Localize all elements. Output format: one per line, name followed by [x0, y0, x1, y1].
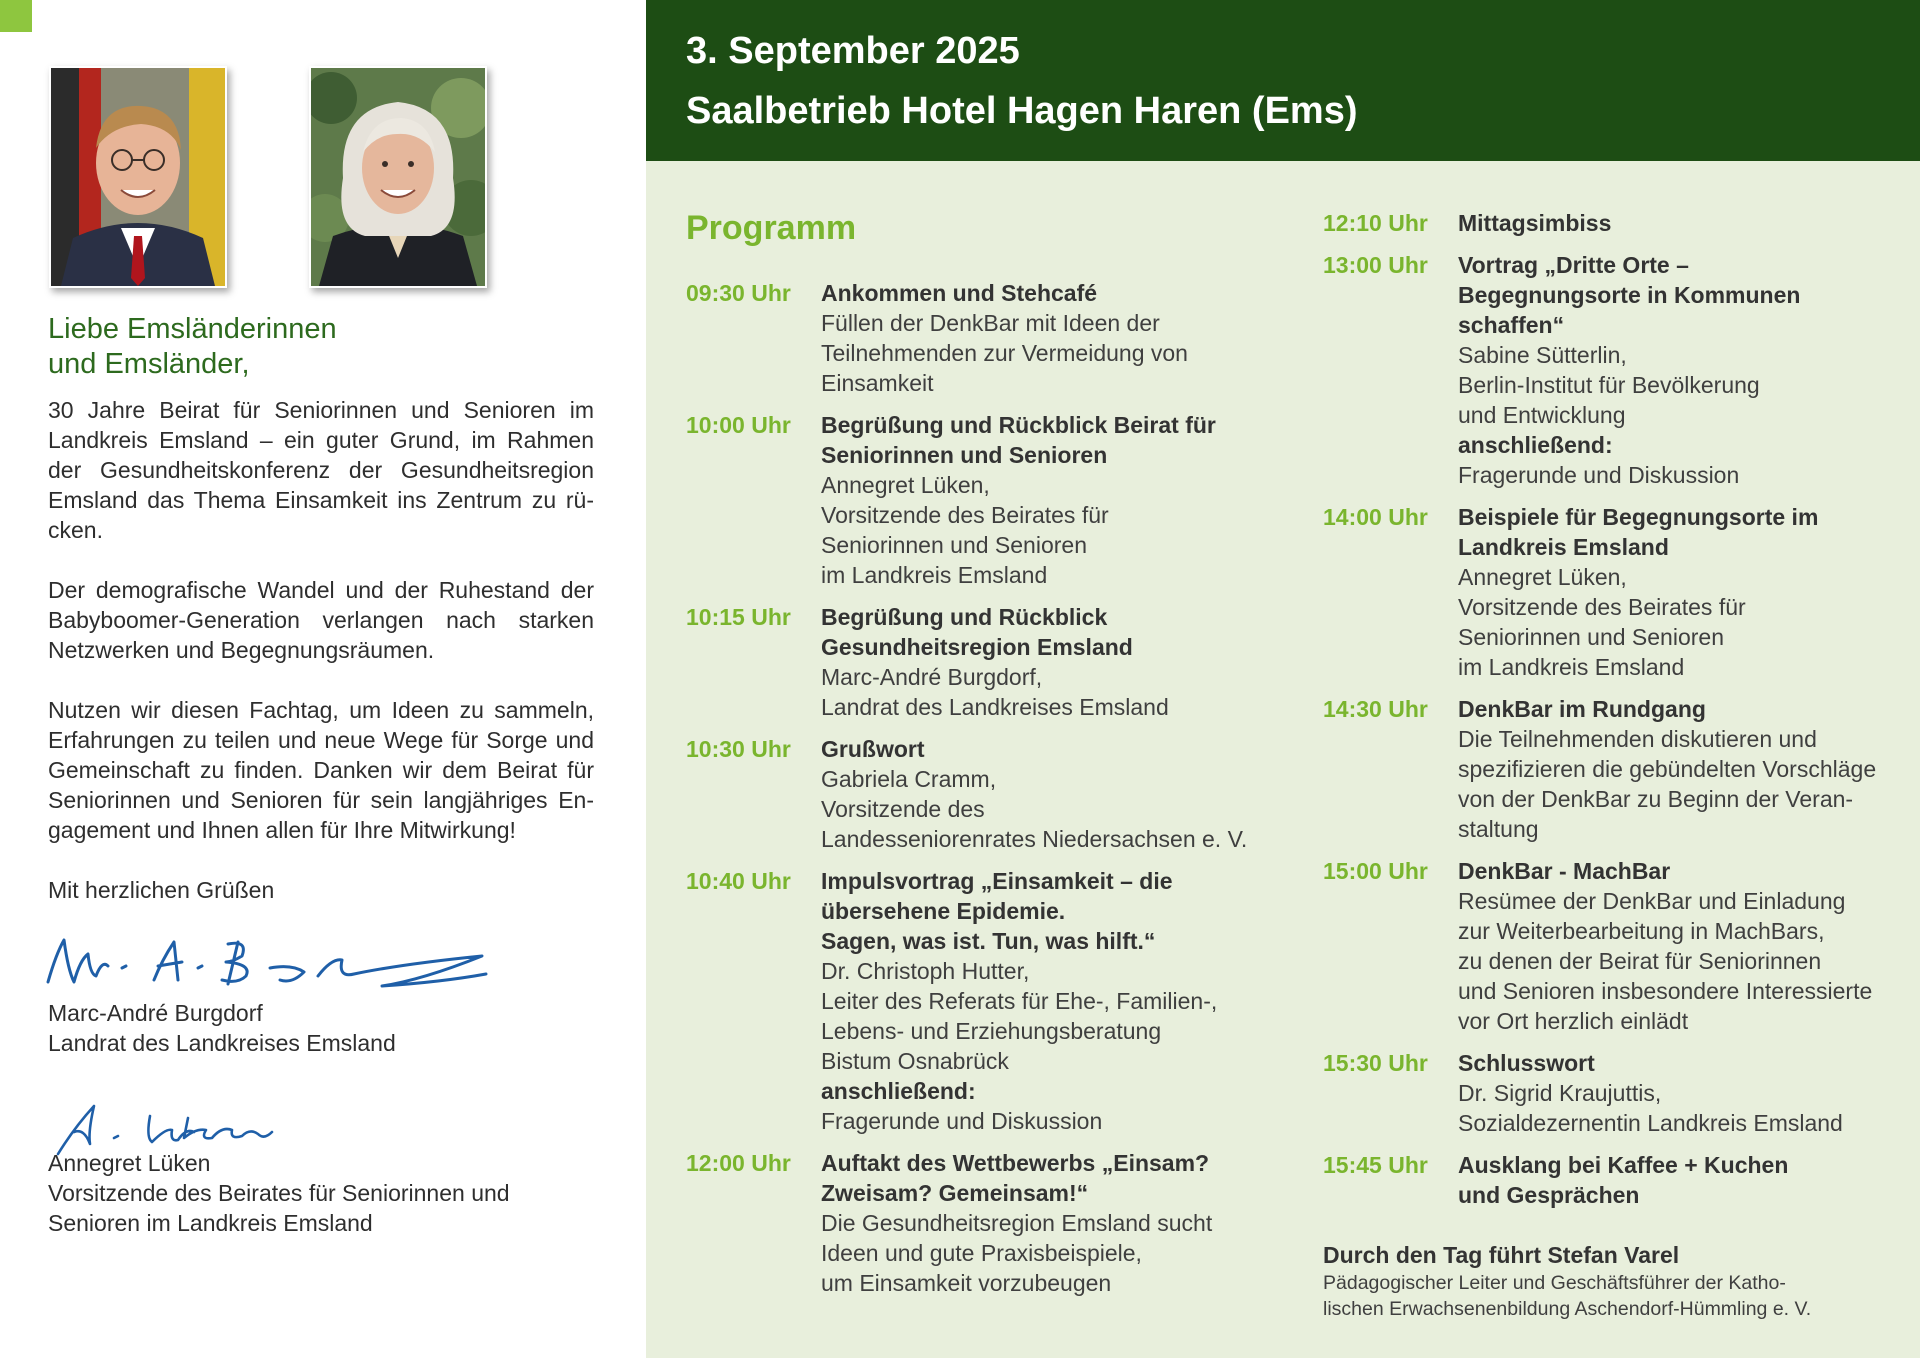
program-time: 14:00 Uhr	[1323, 504, 1428, 530]
moderator-title: Durch den Tag führt Stefan Varel	[1323, 1242, 1680, 1268]
program-item-detail: vor Ort herzlich einlädt	[1458, 1008, 1689, 1034]
program-item-title: schaffen“	[1458, 312, 1565, 338]
program-item-detail: Berlin-Institut für Bevölkerung	[1458, 372, 1760, 398]
program-item	[686, 866, 1286, 1136]
program-item-detail: Resümee der DenkBar und Einladung	[1458, 888, 1846, 914]
signer-name: Annegret Lüken	[48, 1150, 211, 1176]
program-time: 15:30 Uhr	[1323, 1050, 1428, 1076]
program-item-detail: im Landkreis Emsland	[1458, 654, 1685, 680]
moderator-line: Pädagogischer Leiter und Geschäftsführer der Katho-	[1323, 1272, 1786, 1294]
program-item-title: DenkBar im Rundgang	[1458, 696, 1706, 722]
program-item-detail: spezifizieren die gebündelten Vorschläge	[1458, 756, 1877, 782]
program-item-detail: Gabriela Cramm,	[821, 766, 997, 792]
program-time: 09:30 Uhr	[686, 280, 791, 306]
greeting-line: Liebe Emsländerinnen	[48, 313, 337, 345]
program-item-detail: Die Gesundheitsregion Emsland sucht	[821, 1210, 1213, 1236]
signer-role: Landrat des Landkreises Emsland	[48, 1030, 396, 1056]
program-item-title: Seniorinnen und Senioren	[821, 442, 1108, 468]
program-item	[1323, 856, 1903, 1036]
program-item-detail: und Senioren insbesondere Interessierte	[1458, 978, 1873, 1004]
program-title: Programm	[686, 209, 857, 247]
program-item-title: Begrüßung und Rückblick Beirat für	[821, 412, 1216, 438]
program-item-detail: Sozialdezernentin Landkreis Emsland	[1458, 1110, 1843, 1136]
program-item	[1323, 1048, 1903, 1138]
program-item-title: Gesundheitsregion Emsland	[821, 634, 1133, 660]
signer-name: Marc-André Burgdorf	[48, 1000, 263, 1026]
program-item-title: Impulsvortrag „Einsamkeit – die	[821, 868, 1173, 894]
program-item-detail: Marc-André Burgdorf,	[821, 664, 1043, 690]
greeting-heading	[48, 312, 594, 382]
program-item	[686, 278, 1286, 398]
program-item	[686, 602, 1286, 722]
program-item-detail: und Entwicklung	[1458, 402, 1626, 428]
letter-paragraph: 30 Jahre Beirat für Seniorinnen und Senioren im Landkreis Emsland – ein guter Grund, im Rahmen der Gesundheitskonferenz der Gesundheitsregion Emsland das Thema Einsamkeit ins Zentrum zu rü- cken.	[48, 397, 594, 543]
program-item-detail: Vorsitzende des Beirates für	[821, 502, 1109, 528]
letter-paragraph: Der demografische Wandel und der Ruhestand der Babyboomer-Generation verlangen nach starken Netzwerken und Begegnungsräumen.	[48, 577, 594, 663]
program-item-title: Grußwort	[821, 736, 925, 762]
program-item	[686, 410, 1286, 590]
portrait-photo-woman	[309, 66, 487, 288]
signer-burgdorf	[48, 998, 396, 1058]
program-column-right	[1323, 208, 1903, 1222]
program-time: 12:00 Uhr	[686, 1150, 791, 1176]
program-item-detail: Ideen und gute Praxisbeispiele,	[821, 1240, 1142, 1266]
greeting-line: und Emsländer,	[48, 348, 250, 380]
program-time: 10:00 Uhr	[686, 412, 791, 438]
program-item-detail: Seniorinnen und Senioren	[1458, 624, 1724, 650]
program-item-title: Begegnungsorte in Kommunen	[1458, 282, 1801, 308]
program-item-detail: zu denen der Beirat für Seniorinnen	[1458, 948, 1822, 974]
letter-body	[48, 395, 594, 935]
program-item-followup-label: anschließend:	[1458, 432, 1613, 458]
program-item-detail: von der DenkBar zu Beginn der Veran-	[1458, 786, 1854, 812]
program-item-detail: Landesseniorenrates Niedersachsen e. V.	[821, 826, 1248, 852]
letter-paragraph: Nutzen wir diesen Fachtag, um Ideen zu sammeln, Erfahrungen zu teilen und neue Wege für Sorge und Gemeinschaft zu finden. Danken wir dem Beirat für Seniorinnen und Senioren für sein langjähriges En- gagement und Ihnen allen für Ihre Mitwirkung!	[48, 697, 594, 843]
program-item-detail: Vorsitzende des	[821, 796, 985, 822]
program-item-followup-label: anschließend:	[821, 1078, 976, 1104]
program-time: 15:00 Uhr	[1323, 858, 1428, 884]
program-item-detail: Die Teilnehmenden diskutieren und	[1458, 726, 1817, 752]
program-item-detail: Dr. Christoph Hutter,	[821, 958, 1030, 984]
letter-closing: Mit herzlichen Grüßen	[48, 877, 275, 903]
program-item-title: Landkreis Emsland	[1458, 534, 1669, 560]
program-item-title: DenkBar - MachBar	[1458, 858, 1671, 884]
program-item-followup: Fragerunde und Diskussion	[821, 1108, 1103, 1134]
program-time: 14:30 Uhr	[1323, 696, 1428, 722]
program-item-detail: im Landkreis Emsland	[821, 562, 1048, 588]
program-time: 15:45 Uhr	[1323, 1152, 1428, 1178]
program-time: 13:00 Uhr	[1323, 252, 1428, 278]
program-item-title: übersehene Epidemie.	[821, 898, 1066, 924]
signer-role: Senioren im Landkreis Emsland	[48, 1210, 373, 1236]
program-item-title: Auftakt des Wettbewerbs „Einsam?	[821, 1150, 1210, 1176]
program-item-detail: Einsamkeit	[821, 370, 934, 396]
event-date: 3. September 2025	[686, 30, 1020, 72]
program-item	[686, 734, 1286, 854]
program-item-detail: Dr. Sigrid Kraujuttis,	[1458, 1080, 1662, 1106]
program-item-detail: Leiter des Referats für Ehe-, Familien-,	[821, 988, 1218, 1014]
moderator-info	[1323, 1240, 1903, 1322]
event-venue: Saalbetrieb Hotel Hagen Haren (Ems)	[686, 90, 1358, 132]
program-item-detail: Teilnehmenden zur Vermeidung von	[821, 340, 1188, 366]
program-item-title: Sagen, was ist. Tun, was hilft.“	[821, 928, 1156, 954]
signer-lueken	[48, 1148, 510, 1238]
portrait-photo-man	[49, 66, 227, 288]
program-item-detail: Lebens- und Erziehungsberatung	[821, 1018, 1162, 1044]
moderator-line: lischen Erwachsenenbildung Aschendorf-Hümmling e. V.	[1323, 1298, 1812, 1320]
program-time: 10:30 Uhr	[686, 736, 791, 762]
program-item-detail: zur Weiterbearbeitung in MachBars,	[1458, 918, 1825, 944]
program-column-left	[686, 278, 1286, 1310]
program-item-detail: Landrat des Landkreises Emsland	[821, 694, 1169, 720]
program-item-detail: staltung	[1458, 816, 1539, 842]
program-item-title: Schlusswort	[1458, 1050, 1595, 1076]
program-item-title: Mittagsimbiss	[1458, 210, 1612, 236]
program-item	[1323, 250, 1903, 490]
program-item-title: Beispiele für Begegnungsorte im	[1458, 504, 1819, 530]
program-item-title: Ausklang bei Kaffee + Kuchen	[1458, 1152, 1789, 1178]
corner-accent	[0, 0, 32, 32]
signature-burgdorf	[42, 930, 502, 1000]
program-item-detail: Füllen der DenkBar mit Ideen der	[821, 310, 1160, 336]
program-item-title: Zweisam? Gemeinsam!“	[821, 1180, 1089, 1206]
program-item-followup: Fragerunde und Diskussion	[1458, 462, 1740, 488]
program-item-title: Vortrag „Dritte Orte –	[1458, 252, 1689, 278]
program-item-detail: Sabine Sütterlin,	[1458, 342, 1627, 368]
program-item-detail: Bistum Osnabrück	[821, 1048, 1009, 1074]
program-item-detail: Vorsitzende des Beirates für	[1458, 594, 1746, 620]
program-item	[686, 1148, 1286, 1298]
program-time: 10:40 Uhr	[686, 868, 791, 894]
program-panel	[646, 0, 1920, 1358]
program-item-detail: um Einsamkeit vorzubeugen	[821, 1270, 1112, 1296]
program-item-title: und Gesprächen	[1458, 1182, 1640, 1208]
program-item	[1323, 1150, 1903, 1210]
program-time: 10:15 Uhr	[686, 604, 791, 630]
program-item-title: Begrüßung und Rückblick	[821, 604, 1108, 630]
signer-role: Vorsitzende des Beirates für Seniorinnen und	[48, 1180, 510, 1206]
program-item-detail: Seniorinnen und Senioren	[821, 532, 1087, 558]
event-header	[646, 0, 1920, 161]
program-item-detail: Annegret Lüken,	[1458, 564, 1627, 590]
program-item-detail: Annegret Lüken,	[821, 472, 990, 498]
program-item	[1323, 694, 1903, 844]
program-item-title: Ankommen und Stehcafé	[821, 280, 1098, 306]
program-item	[1323, 208, 1903, 238]
program-time: 12:10 Uhr	[1323, 210, 1428, 236]
program-item	[1323, 502, 1903, 682]
